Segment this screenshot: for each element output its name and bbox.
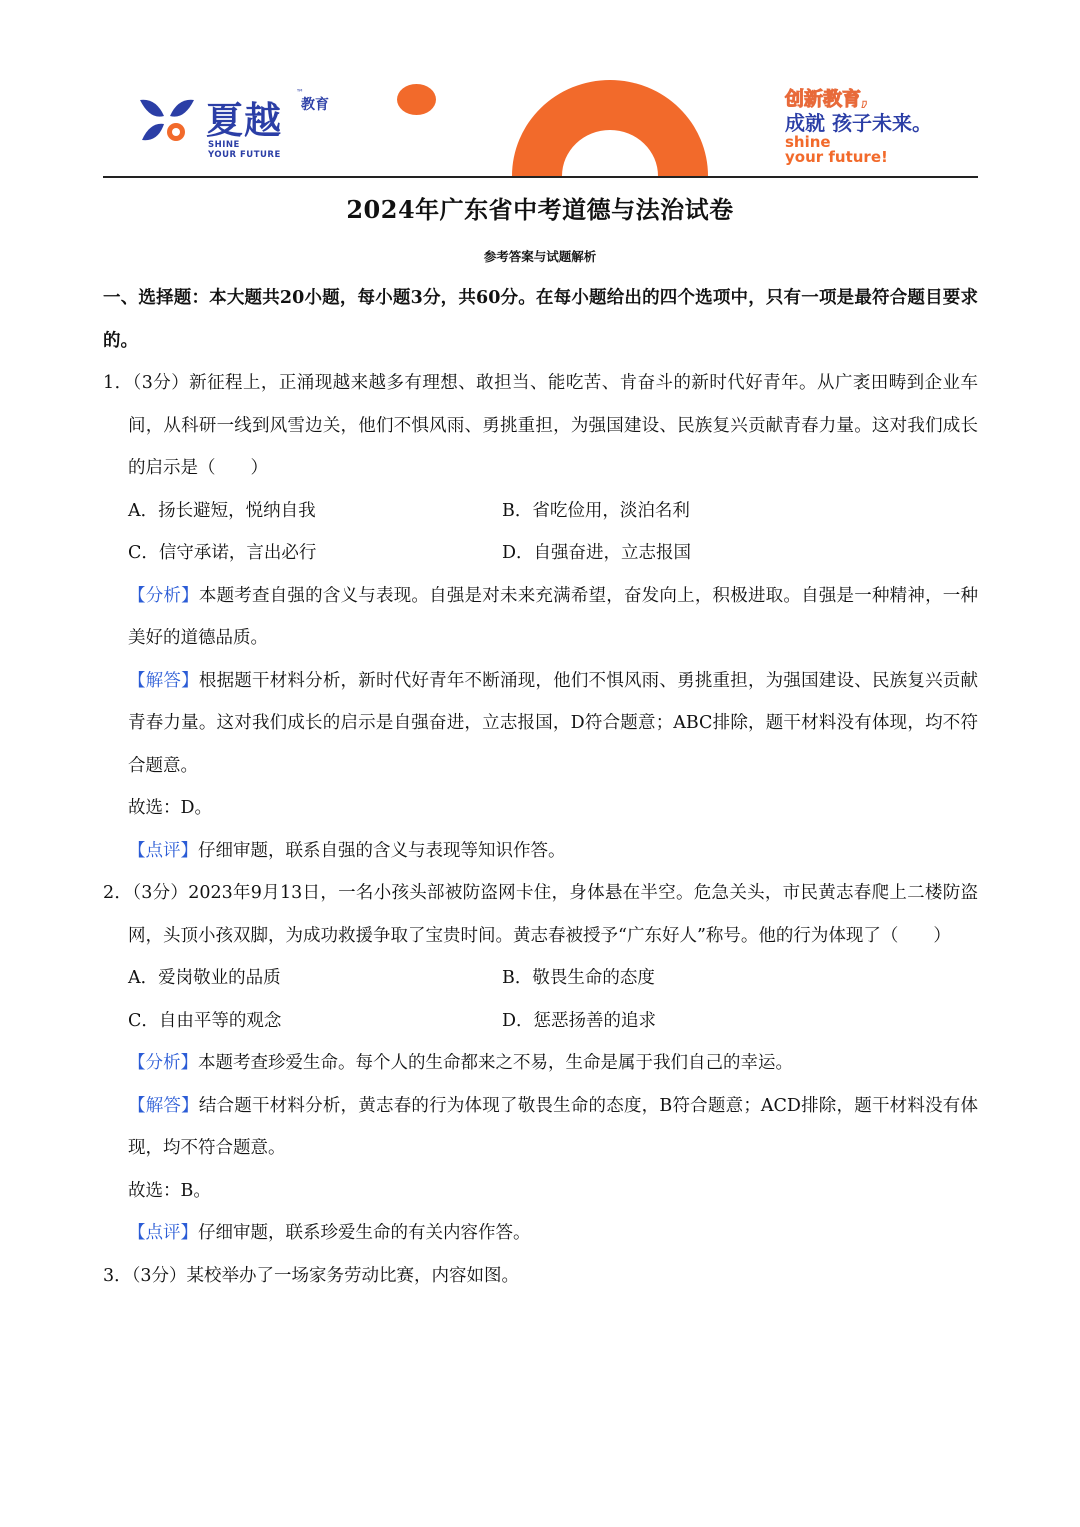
comment-text: 仔细审题，联系珍爱生命的有关内容作答。 — [198, 1223, 531, 1243]
option-b: B．敬畏生命的态度 — [502, 968, 655, 988]
header-divider — [103, 176, 978, 178]
comment-text: 仔细审题，联系自强的含义与表现等知识作答。 — [198, 840, 566, 861]
analysis-text: 本题考查珍爱生命。每个人的生命都来之不易，生命是属于我们自己的幸运。 — [198, 1053, 793, 1073]
comment-tag: 【点评】 — [128, 840, 198, 861]
analysis-tag: 【分析】 — [128, 585, 199, 606]
option-row — [103, 490, 978, 533]
answer-text: 根据题干材料分析，新时代好青年不断涌现，他们不惧风雨、勇挑重担，为强国建设、民族复兴贡献青春力量。这对我们成长的启示是自强奋进，立志报国，D符合题意；ABC排除，题干材料没有体现，均不符合题意。 — [128, 670, 979, 776]
page-header — [0, 0, 1080, 180]
brand-tagline-line1: SHINE — [208, 140, 240, 150]
option-a: A．扬长避短，悦纳自我 — [128, 500, 316, 521]
option-row — [103, 1000, 978, 1043]
option-b: B．省吃俭用，淡泊名利 — [502, 500, 690, 521]
question-stem: 1．（3分）新征程上，正涌现越来越多有理想、敢担当、能吃苦、肯奋斗的新时代好青年。从广袤田畴到企业车间，从科研一线到风雪边关，他们不惧风雨、勇挑重担，为强国建设、民族复兴贡献青春力量。这对我们成长的启示是（ ） — [103, 373, 978, 478]
option-c: C．信守承诺，言出必行 — [128, 543, 317, 563]
analysis-tag: 【分析】 — [128, 1053, 198, 1073]
option-d: D．惩恶扬善的追求 — [502, 1010, 657, 1031]
trademark-mark: ™ — [296, 88, 304, 97]
comment-paragraph — [103, 830, 978, 873]
option-row — [103, 532, 978, 575]
option-a: A．爱岗敬业的品质 — [128, 968, 281, 988]
answer-tag: 【解答】 — [128, 1095, 199, 1116]
exam-content — [103, 277, 978, 1297]
comment-tag: 【点评】 — [128, 1223, 198, 1243]
analysis-text: 本题考查自强的含义与表现。自强是对未来充满希望，奋发向上，积极进取。自强是一种精神，一种美好的道德品质。 — [128, 585, 979, 648]
final-choice: 故选：B。 — [128, 1180, 211, 1201]
brand-logo — [136, 90, 356, 165]
answer-paragraph — [103, 1085, 978, 1170]
slogan-block — [785, 88, 985, 165]
option-d: D．自强奋进，立志报国 — [502, 543, 692, 563]
decorative-orange-circle — [397, 84, 436, 115]
option-row — [103, 957, 978, 1000]
slogan-line-2: 成就 孩子未来。 — [785, 111, 932, 135]
final-choice: 故选：D。 — [128, 798, 213, 818]
analysis-paragraph — [103, 1042, 978, 1085]
analysis-paragraph — [103, 575, 978, 660]
answer-text: 结合题干材料分析，黄志春的行为体现了敬畏生命的态度，B符合题意；ACD排除，题干材料没有体现，均不符合题意。 — [128, 1095, 979, 1158]
question-stem: 3．（3分）某校举办了一场家务劳动比赛，内容如图。 — [103, 1265, 520, 1286]
brand-tagline-line2: YOUR FUTURE — [208, 150, 281, 160]
answer-paragraph — [103, 660, 978, 788]
brand-edu-label: 教育 — [301, 97, 329, 113]
answer-tag: 【解答】 — [128, 670, 199, 691]
option-c: C．自由平等的观念 — [128, 1010, 282, 1031]
question-stem: 2．（3分）2023年9月13日，一名小孩头部被防盗网卡住，身体悬在半空。危急关头，市民黄志春爬上二楼防盗网，头顶小孩双脚，为成功救援争取了宝贵时间。黄志春被授予“广东好人”称号。他的行为体现了（ ） — [103, 883, 978, 946]
page-title: 2024年广东省中考道德与法治试卷 — [346, 195, 734, 224]
slogan-line-4: your future! — [785, 148, 888, 166]
decorative-orange-arch — [512, 80, 708, 176]
slogan-line-1: 创新教育, — [785, 88, 869, 110]
slogan-line-3: shine — [785, 133, 831, 151]
comment-paragraph — [103, 1212, 978, 1255]
page-subtitle: 参考答案与试题解析 — [483, 249, 597, 264]
brand-name: 夏越 — [206, 99, 282, 142]
section-heading: 一、选择题：本大题共20小题，每小题3分，共60分。在每小题给出的四个选项中，只有一项是最符合题目要求的。 — [103, 288, 978, 351]
butterfly-logo-icon — [136, 96, 198, 146]
